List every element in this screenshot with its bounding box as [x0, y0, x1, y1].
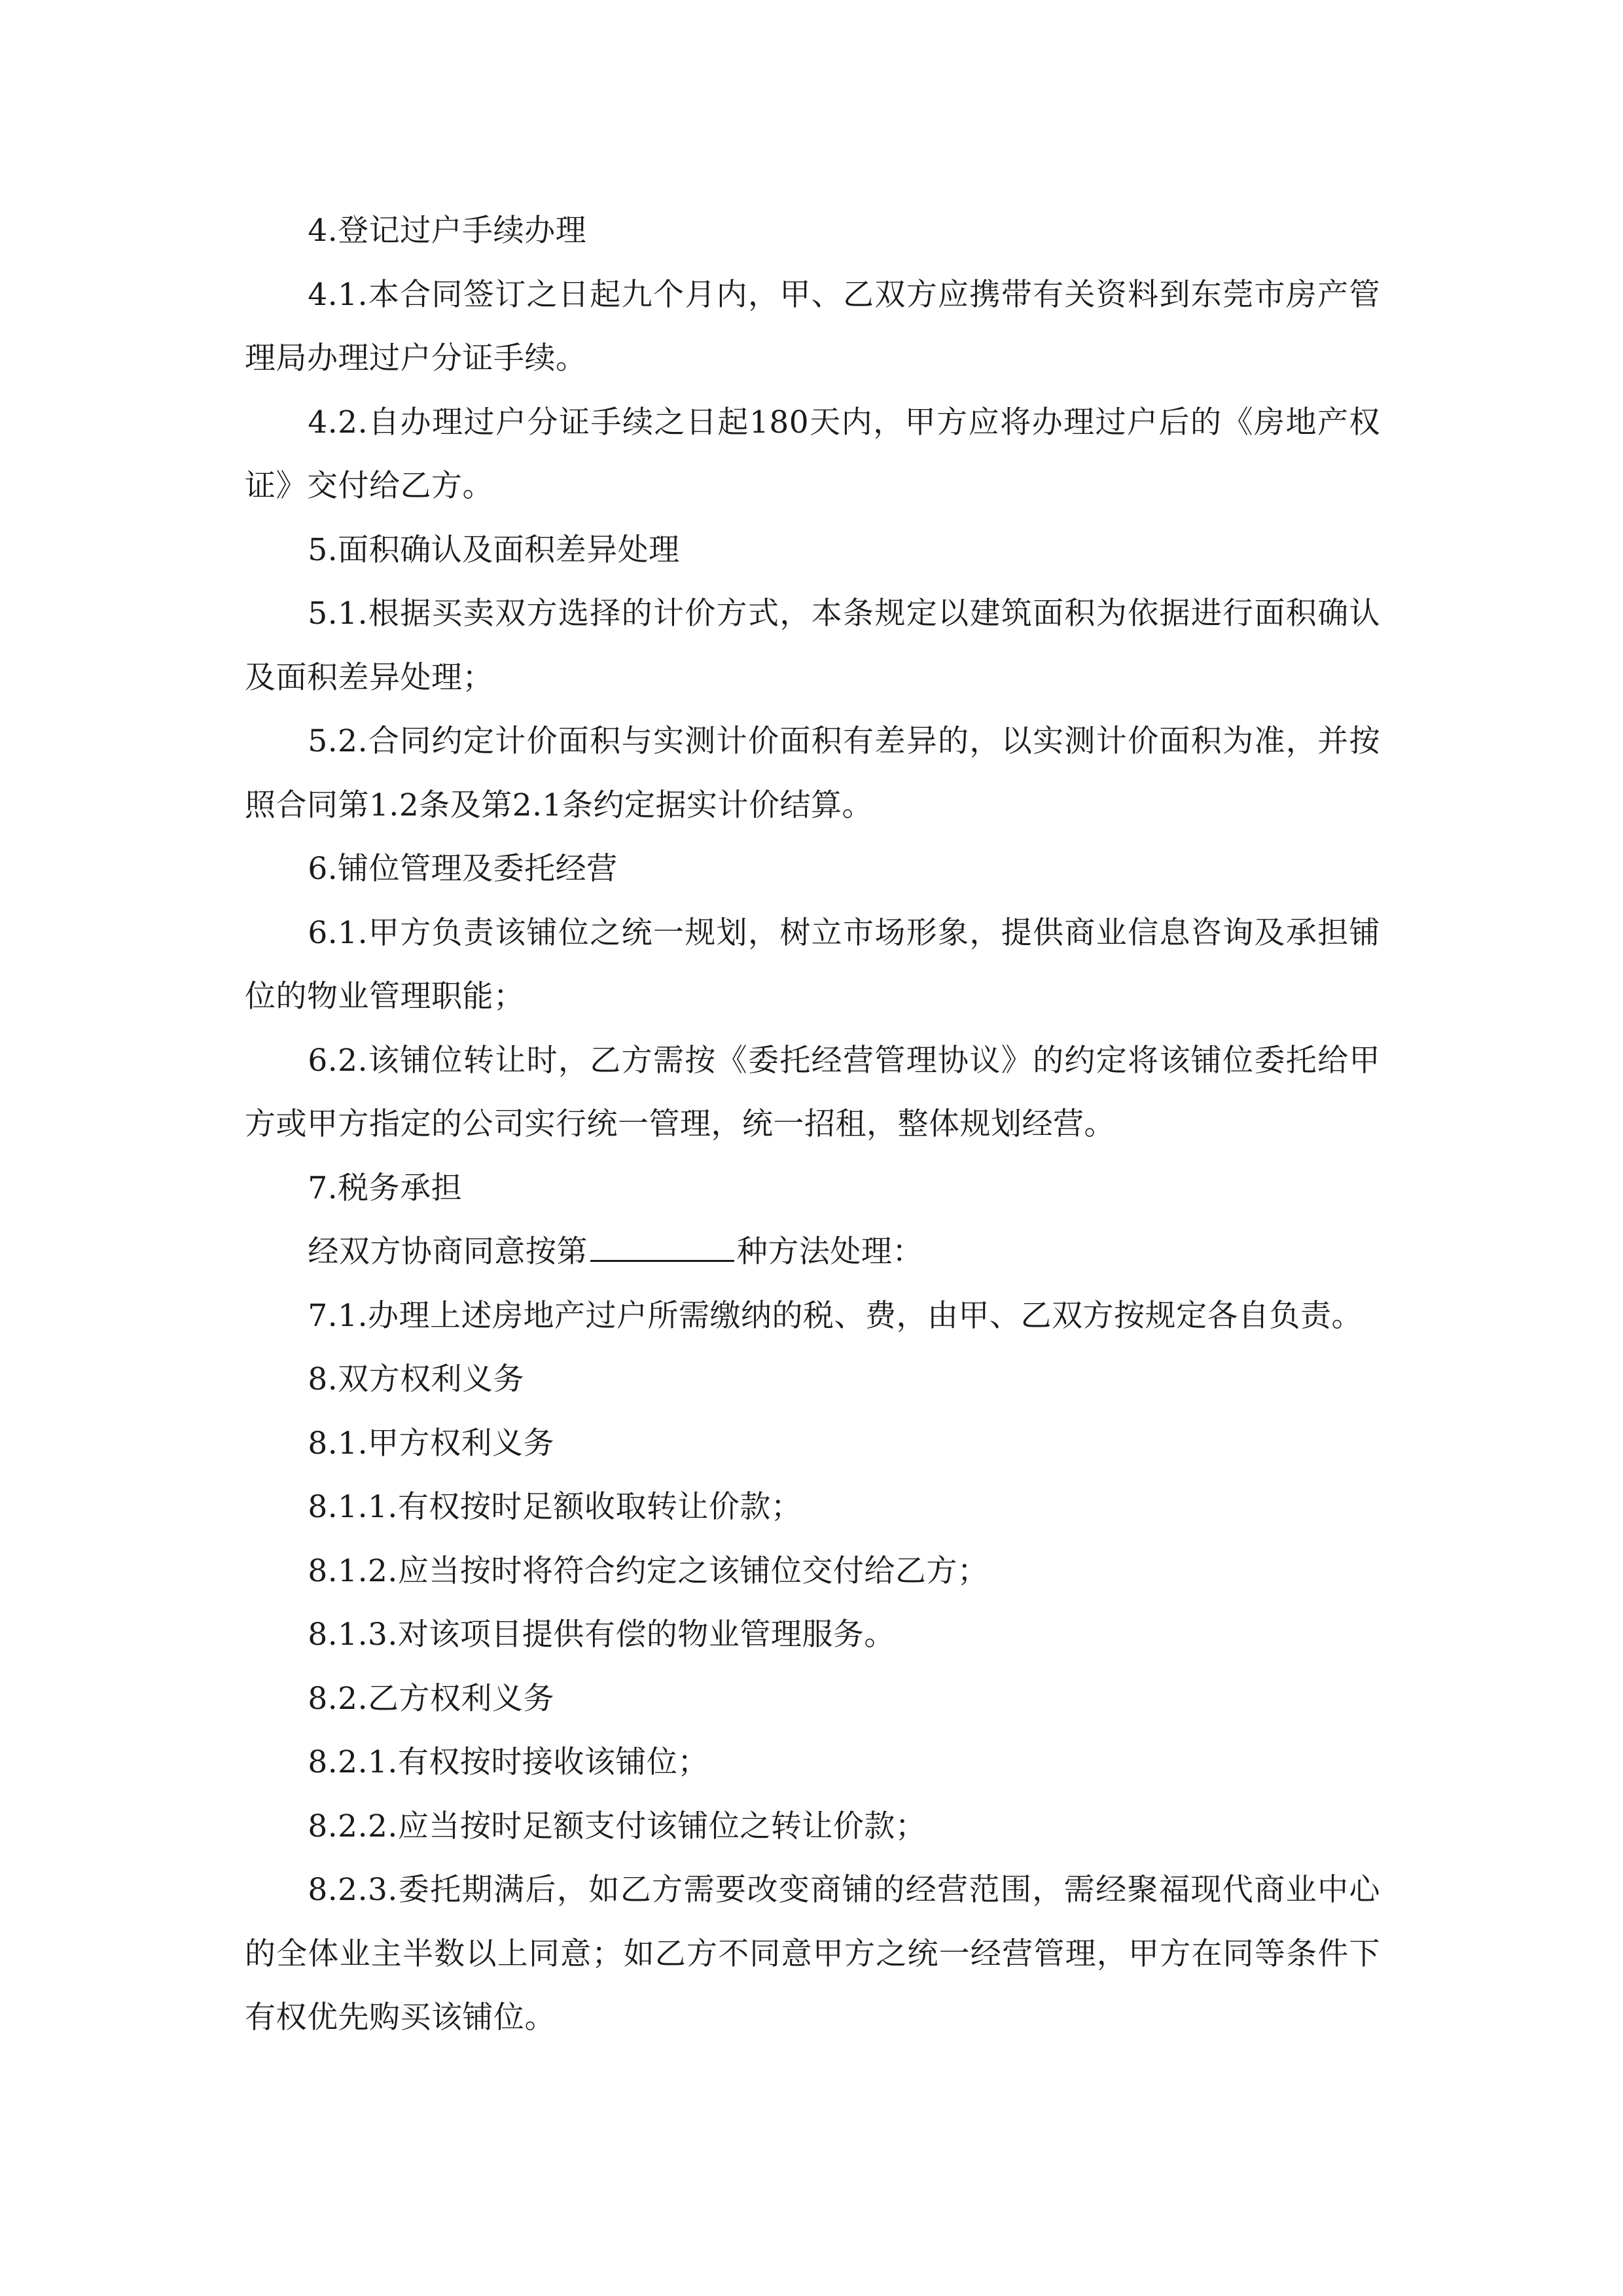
clause-7-1: 7.1.办理上述房地产过户所需缴纳的税、费，由甲、乙双方按规定各自负责。	[308, 1297, 1363, 1334]
heading-5: 5.面积确认及面积差异处理	[308, 531, 680, 568]
clause-4-2: 4.2.自办理过户分证手续之日起180天内，甲方应将办理过户后的《房地产权证》交付给乙方。	[245, 404, 1380, 504]
clause-6-1: 6.1.甲方负责该铺位之统一规划，树立市场形象，提供商业信息咨询及承担铺位的物业管理职能；	[245, 914, 1380, 1014]
heading-8: 8.双方权利义务	[308, 1361, 525, 1397]
tax-method-prefix: 经双方协商同意按第	[308, 1234, 588, 1270]
clause-6-2: 6.2.该铺位转让时，乙方需按《委托经营管理协议》的约定将该铺位委托给甲方或甲方指定的公司实行统一管理，统一招租，整体规划经营。	[245, 1042, 1380, 1142]
clause-8-1-2: 8.1.2.应当按时将符合约定之该铺位交付给乙方；	[308, 1552, 989, 1589]
heading-6: 6.铺位管理及委托经营	[308, 851, 618, 887]
clause-8-1-3: 8.1.3.对该项目提供有偿的物业管理服务。	[308, 1617, 895, 1653]
heading-7: 7.税务承担	[308, 1170, 463, 1206]
clause-5-2: 5.2.合同约定计价面积与实测计价面积有差异的，以实测计价面积为准，并按照合同第1.2条及第2.1条约定据实计价结算。	[245, 723, 1380, 823]
clause-8-2-2: 8.2.2.应当按时足额支付该铺位之转让价款；	[308, 1808, 927, 1844]
clause-8-1-1: 8.1.1.有权按时足额收取转让价款；	[308, 1489, 802, 1525]
tax-method-suffix: 种方法处理：	[736, 1234, 923, 1270]
clause-4-1: 4.1.本合同签订之日起九个月内，甲、乙双方应携带有关资料到东莞市房产管理局办理过户分证手续。	[245, 276, 1380, 376]
tax-method-line	[245, 1220, 1380, 1284]
clause-8-2-3: 8.2.3.委托期满后，如乙方需要改变商铺的经营范围，需经聚福现代商业中心的全体业主半数以上同意；如乙方不同意甲方之统一经营管理，甲方在同等条件下有权优先购买该铺位。	[245, 1872, 1380, 2036]
clause-8-2-1: 8.2.1.有权按时接收该铺位；	[308, 1744, 709, 1780]
heading-4: 4.登记过户手续办理	[308, 213, 587, 249]
clause-8-2: 8.2.乙方权利义务	[308, 1680, 555, 1717]
clause-8-1: 8.1.甲方权利义务	[308, 1425, 555, 1462]
tax-method-blank	[590, 1230, 734, 1262]
document-body	[245, 199, 1380, 2050]
clause-5-1: 5.1.根据买卖双方选择的计价方式，本条规定以建筑面积为依据进行面积确认及面积差异处理；	[245, 596, 1380, 696]
